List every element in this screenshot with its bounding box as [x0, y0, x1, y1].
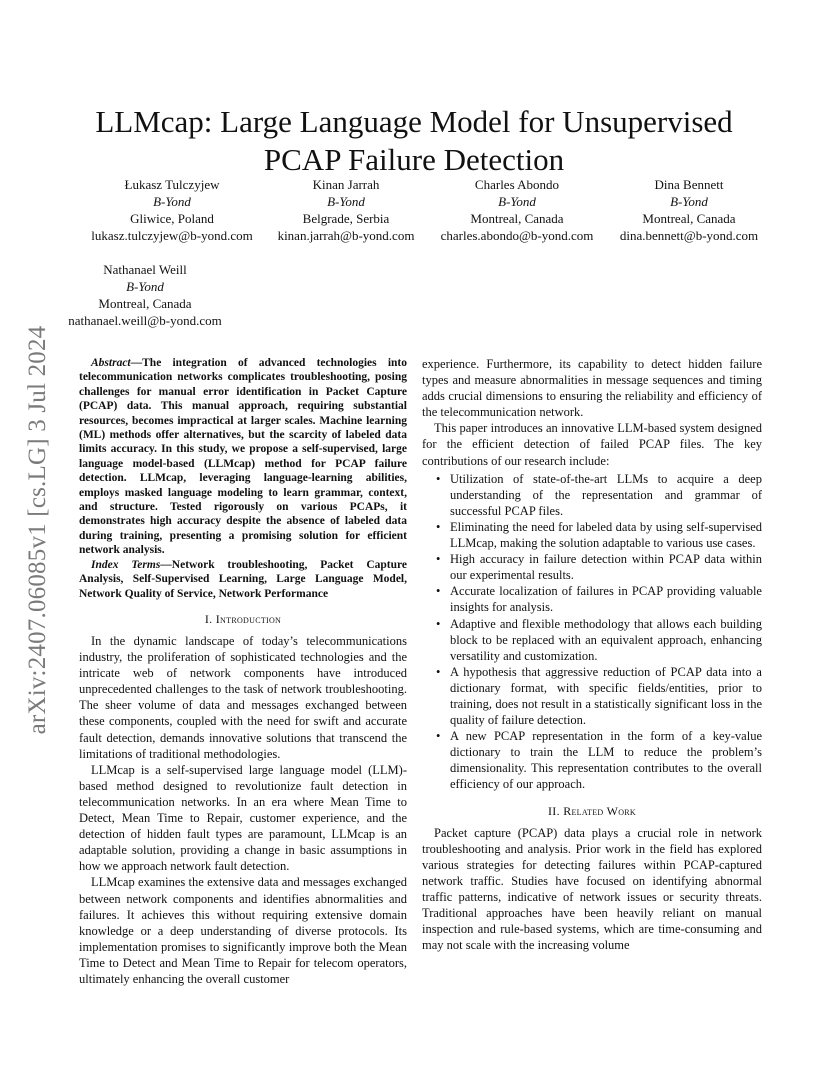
intro-paragraph: LLMcap examines the extensive data and messages exchanged between network components and identifies abnormalities and failures. It achieves this without requiring extensive domain knowledge or a deep understanding of diverse protocols. Its implementation promises to significantly improve both the Mean Time to Detect and Mean Time to Repair for telecom operators, ultimately enhancing the overall customer — [79, 875, 407, 986]
list-item: • Eliminating the need for labeled data by using self-supervised LLMcap, making the solution adaptable to various use cases. — [450, 519, 762, 551]
author-location: Montreal, Canada — [642, 211, 736, 226]
author-name: Nathanael Weill — [103, 262, 187, 277]
author-name: Charles Abondo — [474, 177, 560, 192]
author-block — [594, 176, 784, 244]
author-org: B-Yond — [153, 194, 191, 209]
index-terms — [79, 558, 407, 601]
author-block — [77, 176, 267, 244]
list-item: • A new PCAP representation in the form of a key-value dictionary to train the LLM to reduce the problem’s dimensionality. This representation contributes to the overall efficiency of our approach. — [450, 728, 762, 792]
arxiv-identifier-text: arXiv:2407.06085v1 [cs.LG] 3 Jul 2024 — [24, 325, 51, 735]
author-org: B-Yond — [327, 194, 365, 209]
list-item: • A hypothesis that aggressive reduction of PCAP data into a dictionary format, with specific fields/entities, prior to training, does not result in a statistically significant loss in the quality of failure detection. — [450, 664, 762, 728]
author-location: Gliwice, Poland — [130, 211, 214, 226]
section-heading-related-work: II. Related Work — [547, 803, 637, 818]
author-email: charles.abondo@b-yond.com — [440, 228, 594, 243]
intro-paragraph-continued: experience. Furthermore, its capability to detect hidden failure types and measure abnormalities in message sequences and timing adds crucial dimensions to ensuring the reliability and efficiency of the telecommunication network. — [422, 357, 762, 420]
author-email: lukasz.tulczyjew@b-yond.com — [91, 228, 253, 243]
author-block — [65, 261, 225, 329]
intro-paragraph: In the dynamic landscape of today’s telecommunications industry, the proliferation of sophisticated technologies and the intricate web of network components have introduced unprecedented challenges to the task of network troubleshooting. The sheer volume of data and messages exchanged between these components, coupled with the need for swift and accurate fault detection, demands innovative solutions that transcend the limitations of traditional methodologies. — [79, 634, 407, 761]
related-work-paragraph: Packet capture (PCAP) data plays a crucial role in network troubleshooting and analysis. Prior work in the field has explored various strategies for detecting failures within PCAP-captured network traffic. Studies have focused on identifying abnormal traffic patterns, indicative of network issues or security threats. Traditional approaches have been heavily reliant on manual inspection and rule-based systems, which are time-consuming and may not scale with the increasing volume — [422, 825, 762, 953]
index-terms-label: Index Terms — [91, 558, 161, 571]
list-item: • High accuracy in failure detection within PCAP data within our experimental results. — [450, 551, 762, 583]
author-location: Belgrade, Serbia — [302, 211, 390, 226]
paper-title: LLMcap: Large Language Model for Unsupervised PCAP Failure Detection — [95, 103, 733, 177]
author-location: Montreal, Canada — [98, 296, 192, 311]
author-name: Kinan Jarrah — [312, 177, 380, 192]
author-email: dina.bennett@b-yond.com — [619, 228, 759, 243]
abstract — [79, 356, 407, 558]
section-heading-introduction: I. Introduction — [204, 611, 282, 626]
author-name: Łukasz Tulczyjew — [124, 177, 220, 192]
index-terms-text: —Network troubleshooting, Packet Capture Analysis, Self-Supervised Learning, Large Language Model, Network Quality of Service, Network Performance — [79, 558, 407, 600]
author-org: B-Yond — [670, 194, 708, 209]
author-block — [422, 176, 612, 244]
list-item: • Utilization of state-of-the-art LLMs to acquire a deep understanding of the representation and grammar of successful PCAP files. — [450, 471, 762, 519]
author-org: B-Yond — [498, 194, 536, 209]
right-column — [422, 356, 762, 953]
left-column — [79, 356, 407, 987]
list-item: • Adaptive and flexible methodology that allows each building block to be replaced with an equivalent approach, enhancing versatility and customization. — [450, 616, 762, 664]
contributions-list — [422, 471, 762, 793]
author-org: B-Yond — [126, 279, 164, 294]
intro-paragraph: LLMcap is a self-supervised large language model (LLM)-based method designed to revolutionize fault detection in telecommunication networks. In an era where Mean Time to Detect, Mean Time to Repair, customer experience, and the detection of hidden fault types are paramount, LLMcap is an adaptable solution, providing a change in basic assumptions in how we approach network fault detection. — [79, 762, 407, 874]
list-item: • Accurate localization of failures in PCAP providing valuable insights for analysis. — [450, 583, 762, 615]
contributions-intro: This paper introduces an innovative LLM-based system designed for the efficient detection of failed PCAP files. The key contributions of our research include: — [422, 421, 762, 468]
abstract-label: Abstract — [91, 357, 131, 369]
abstract-text: —The integration of advanced technologies into telecommunication networks complicates troubleshooting, posing challenges for manual error identification in Packet Capture (PCAP) data. This manual approach, requiring substantial resources, becomes impractical at larger scales. Machine learning (ML) methods offer alternatives, but the scarcity of labeled data limits accuracy. In this study, we propose a self-supervised, large language model-based (LLMcap) method for PCAP failure detection. LLMcap, leveraging language-learning abilities, employs masked language modeling to learn grammar, context, and structure. Tested rigorously on various PCAPs, it demonstrates high accuracy despite the absence of labeled data during training, presenting a promising solution for efficient network analysis. — [79, 357, 407, 557]
author-block — [251, 176, 441, 244]
author-email: nathanael.weill@b-yond.com — [68, 313, 222, 328]
author-location: Montreal, Canada — [470, 211, 564, 226]
author-email: kinan.jarrah@b-yond.com — [277, 228, 415, 243]
author-name: Dina Bennett — [654, 177, 724, 192]
arxiv-identifier — [18, 300, 58, 760]
